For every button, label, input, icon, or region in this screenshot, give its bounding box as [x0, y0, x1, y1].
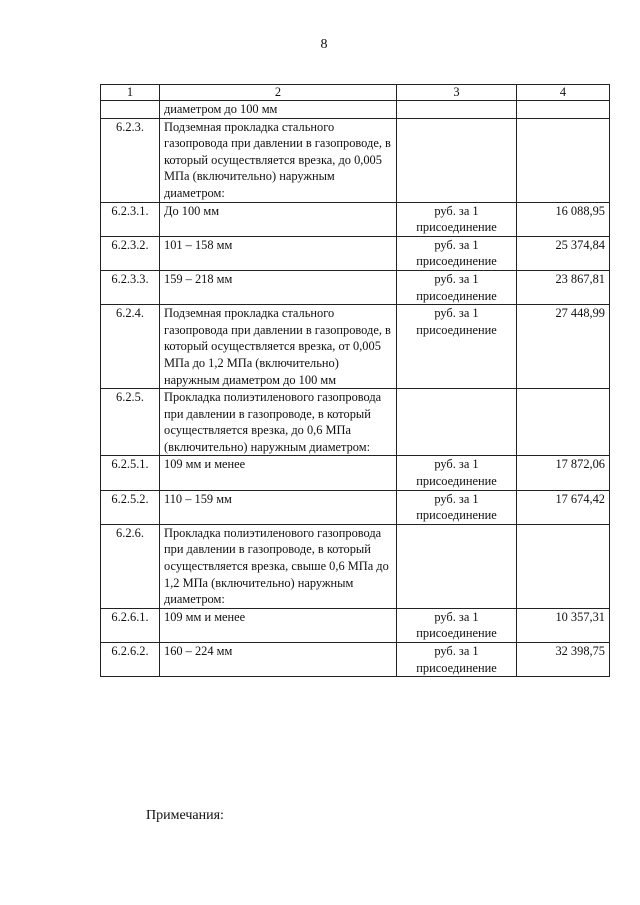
table-row [101, 118, 610, 202]
column-header: 3 [397, 85, 517, 101]
table-row [101, 456, 610, 490]
column-header: 1 [101, 85, 160, 101]
table-row [101, 524, 610, 608]
table-row [101, 643, 610, 677]
price-cell: 17 674,42 [517, 490, 610, 524]
price-cell [517, 118, 610, 202]
table-row [101, 305, 610, 389]
price-cell [517, 389, 610, 456]
item-number-cell: 6.2.3. [101, 118, 160, 202]
description-cell: До 100 мм [160, 202, 397, 236]
unit-cell: руб. за 1 присоединение [397, 236, 517, 270]
item-number-cell: 6.2.6. [101, 524, 160, 608]
description-cell: 160 – 224 мм [160, 643, 397, 677]
unit-cell [397, 101, 517, 119]
table-row [101, 202, 610, 236]
price-cell [517, 101, 610, 119]
price-cell: 23 867,81 [517, 270, 610, 304]
unit-cell: руб. за 1 присоединение [397, 456, 517, 490]
description-cell: диаметром до 100 мм [160, 101, 397, 119]
notes-heading: Примечания: [146, 808, 224, 823]
column-header: 4 [517, 85, 610, 101]
item-number-cell: 6.2.3.1. [101, 202, 160, 236]
description-cell: 110 – 159 мм [160, 490, 397, 524]
item-number-cell: 6.2.5.2. [101, 490, 160, 524]
unit-cell: руб. за 1 присоединение [397, 270, 517, 304]
unit-cell: руб. за 1 присоединение [397, 202, 517, 236]
item-number-cell: 6.2.4. [101, 305, 160, 389]
item-number-cell: 6.2.6.2. [101, 643, 160, 677]
description-cell: 159 – 218 мм [160, 270, 397, 304]
item-number-cell: 6.2.3.2. [101, 236, 160, 270]
unit-cell: руб. за 1 присоединение [397, 305, 517, 389]
item-number-cell: 6.2.5.1. [101, 456, 160, 490]
unit-cell [397, 524, 517, 608]
price-cell: 32 398,75 [517, 643, 610, 677]
price-cell: 16 088,95 [517, 202, 610, 236]
item-number-cell [101, 101, 160, 119]
unit-cell [397, 389, 517, 456]
table-row [101, 490, 610, 524]
table-row [101, 101, 610, 119]
description-cell: Подземная прокладка стального газопровода при давлении в газопроводе, в который осуществляется врезка, от 0,005 МПа до 1,2 МПа (включительно) наружным диаметром до 100 мм [160, 305, 397, 389]
table-row [101, 608, 610, 642]
price-cell [517, 524, 610, 608]
description-cell: Прокладка полиэтиленового газопровода при давлении в газопроводе, в который осуществляется врезка, до 0,6 МПа (включительно) наружным диаметром: [160, 389, 397, 456]
table-row [101, 389, 610, 456]
unit-cell: руб. за 1 присоединение [397, 490, 517, 524]
unit-cell [397, 118, 517, 202]
price-cell: 17 872,06 [517, 456, 610, 490]
column-header: 2 [160, 85, 397, 101]
table-row [101, 236, 610, 270]
tariff-table [100, 84, 610, 677]
description-cell: 101 – 158 мм [160, 236, 397, 270]
item-number-cell: 6.2.3.3. [101, 270, 160, 304]
page-number: 8 [320, 37, 328, 52]
description-cell: 109 мм и менее [160, 456, 397, 490]
item-number-cell: 6.2.6.1. [101, 608, 160, 642]
table-row [101, 270, 610, 304]
item-number-cell: 6.2.5. [101, 389, 160, 456]
unit-cell: руб. за 1 присоединение [397, 608, 517, 642]
price-cell: 10 357,31 [517, 608, 610, 642]
price-cell: 27 448,99 [517, 305, 610, 389]
description-cell: Прокладка полиэтиленового газопровода при давлении в газопроводе, в который осуществляется врезка, свыше 0,6 МПа до 1,2 МПа (включительно) наружным диаметром: [160, 524, 397, 608]
unit-cell: руб. за 1 присоединение [397, 643, 517, 677]
description-cell: 109 мм и менее [160, 608, 397, 642]
table-header-row [101, 85, 610, 101]
price-cell: 25 374,84 [517, 236, 610, 270]
description-cell: Подземная прокладка стального газопровода при давлении в газопроводе, в который осуществляется врезка, до 0,005 МПа (включительно) наружным диаметром: [160, 118, 397, 202]
